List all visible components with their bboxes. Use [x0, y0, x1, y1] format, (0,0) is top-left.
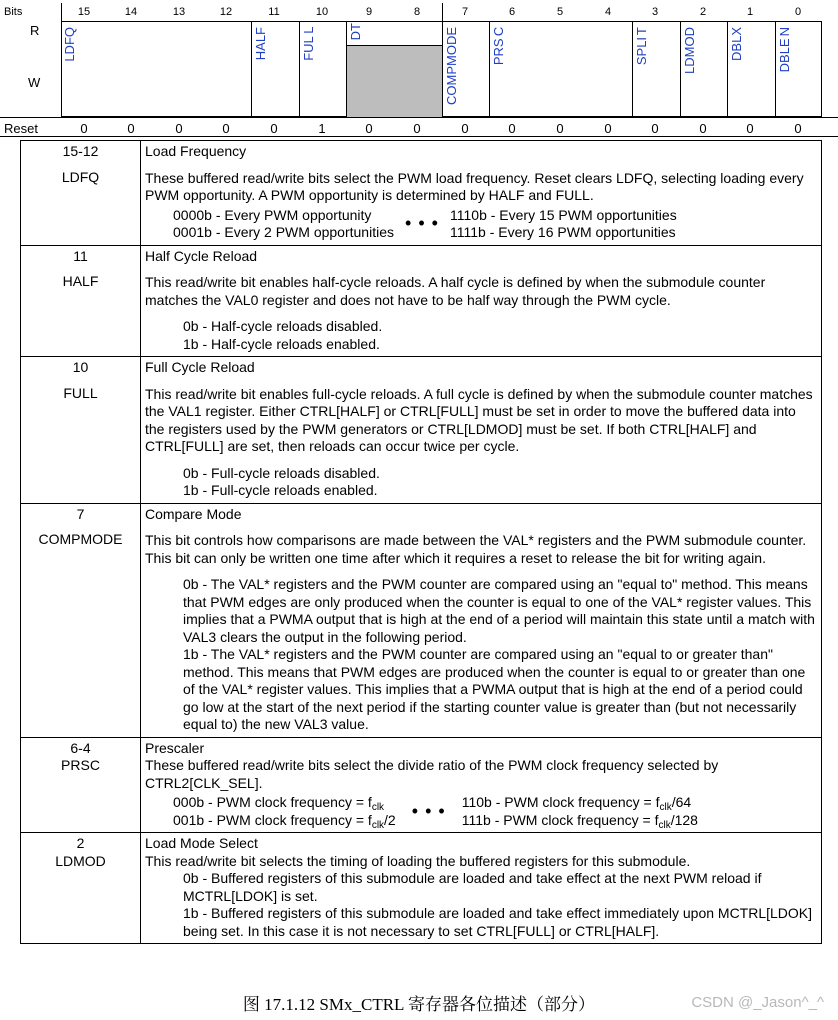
field-compmode [442, 21, 489, 117]
reset-divider [0, 117, 838, 118]
field-label-half: HALF [253, 27, 268, 61]
field-title: Prescaler [145, 739, 205, 756]
option-text: 001b - PWM clock frequency = f [173, 811, 372, 828]
option-subscript: clk [371, 802, 385, 813]
reset-value: 0 [175, 121, 183, 136]
option-text: 110b - PWM clock frequency = f [461, 794, 660, 810]
field-label-prsc-part1: PRS [491, 38, 506, 66]
field-label-full-part1: FUL [301, 36, 316, 61]
option-list [145, 207, 815, 242]
field-title: Compare Mode [145, 505, 242, 522]
reset-value: 0 [794, 121, 802, 136]
option-item: 0b - Full-cycle reloads disabled. [183, 464, 380, 481]
bit-number: 11 [268, 6, 280, 18]
bit-number: 13 [172, 6, 186, 18]
reset-value: 0 [604, 121, 612, 136]
table-row-full [21, 357, 822, 504]
table-row-compmode [21, 503, 822, 737]
field-label-full-part2: L [301, 27, 316, 35]
field-label-ldfq: LDFQ [62, 27, 77, 62]
field-description: These buffered read/write bits select the PWM load frequency. Reset clears LDFQ, selecting loading every PWM opportunity. A PWM opportunity is determined by HALF and FULL. [145, 169, 804, 203]
field-label-dblen-part1: DBLE [777, 38, 792, 73]
field-title: Full Cycle Reload [145, 359, 255, 375]
table-row-ldfq [21, 141, 822, 246]
option-suffix: /128 [670, 811, 698, 828]
field-description: This read/write bit selects the timing of loading the buffered registers for this submodule. [145, 852, 691, 869]
option-item: 1110b - Every 15 PWM opportunities [450, 206, 677, 223]
table-row-prsc [21, 737, 822, 833]
reset-value: 0 [651, 121, 659, 136]
description-cell [141, 503, 822, 737]
field-description: This read/write bit enables half-cycle reloads. A half cycle is defined by when the submodule counter matches the VAL0 register and does not have to be half way through the PWM cycle. [145, 274, 766, 308]
option-subscript: clk [658, 819, 671, 831]
bit-cell [21, 503, 141, 737]
option-item [173, 812, 396, 830]
field-label-prsc [492, 27, 505, 65]
field-split [632, 21, 680, 117]
field-title: Load Frequency [145, 143, 247, 159]
option-item: 1111b - Every 16 PWM opportunities [450, 224, 676, 240]
bit-number: 9 [365, 6, 373, 18]
option-column-left [173, 207, 394, 242]
option-list [145, 794, 815, 829]
option-item [462, 794, 698, 812]
bit-cell [21, 245, 141, 357]
bit-range: 7 [76, 505, 85, 522]
reset-value: 0 [365, 121, 373, 136]
bit-range: 2 [76, 835, 85, 851]
ellipsis-dots: • • • [405, 213, 439, 234]
read-row-label: R [30, 23, 40, 38]
reset-value: 0 [461, 121, 469, 136]
bit-range: 15-12 [62, 143, 99, 159]
bit-number: 0 [794, 6, 802, 18]
figure-caption: 图 17.1.12 SMx_CTRL 寄存器各位描述（部分） [242, 995, 596, 1014]
bit-range: 6-4 [70, 739, 91, 756]
field-label-dblen-part2: N [777, 27, 792, 37]
bit-number: 14 [124, 6, 138, 18]
table-row-half [21, 245, 822, 357]
field-label-prsc-part2: C [491, 27, 506, 37]
field-name: LDMOD [55, 852, 106, 869]
option-item: 1b - The VAL* registers and the PWM counter are compared using an "equal to or greater than" method. This means that PWM edges are produced when the counter is equal to or greater than one of the VAL* register values. This implies that a PWMA output that is high at the end of a period could go low at the start of the next period if the starting counter value is greater than (but not necessarily equal to) the new VAL3 value. [183, 646, 806, 732]
option-item: 0000b - Every PWM opportunity [173, 206, 372, 223]
reset-row-label: Reset [4, 121, 38, 136]
reset-value: 0 [556, 121, 564, 136]
bit-number: 12 [219, 6, 233, 18]
reset-value: 0 [80, 121, 88, 136]
field-label-dt: DT [348, 23, 363, 41]
bit-cell [21, 833, 141, 944]
field-name: LDFQ [61, 168, 100, 185]
field-label-split-part2: T [634, 27, 649, 35]
reset-value: 0 [699, 121, 707, 136]
bit-range: 11 [73, 247, 88, 264]
description-cell [141, 833, 822, 944]
field-name: COMPMODE [38, 531, 123, 547]
option-item: 0b - Half-cycle reloads disabled. [183, 318, 383, 334]
description-cell [141, 141, 822, 246]
field-label-dblen [778, 27, 791, 72]
field-description: These buffered read/write bits select the divide ratio of the PWM clock frequency selected by CTRL2[CLK_SEL]. [145, 757, 719, 791]
watermark: CSDN @_Jason^_^ [691, 994, 824, 1011]
option-text: 111b - PWM clock frequency = f [461, 811, 659, 828]
field-label-split [635, 27, 648, 65]
description-cell [141, 737, 822, 833]
field-label-dblx: DBLX [729, 27, 744, 61]
bit-number: 4 [604, 6, 612, 18]
bit-number: 7 [461, 6, 469, 18]
ellipsis-dots: • • • [411, 800, 446, 821]
table-row-ldmod [21, 833, 822, 944]
option-item [173, 794, 396, 812]
bit-number: 6 [508, 6, 516, 18]
option-item [462, 812, 698, 830]
bit-number: 10 [315, 6, 329, 18]
field-dt [346, 21, 442, 117]
bit-number: 1 [746, 6, 754, 18]
option-subscript: clk [659, 802, 672, 813]
field-name: FULL [63, 384, 98, 401]
field-name: HALF [62, 273, 99, 289]
field-dblen [775, 21, 822, 117]
reset-value: 0 [127, 121, 135, 136]
option-item: 1b - Full-cycle reloads enabled. [183, 482, 378, 498]
write-row-label: W [28, 75, 41, 90]
field-ldmod [680, 21, 727, 117]
field-title: Half Cycle Reload [145, 247, 258, 264]
reset-value: 0 [746, 121, 754, 136]
description-cell [141, 357, 822, 504]
reset-value: 0 [508, 121, 516, 136]
option-suffix: /2 [384, 811, 396, 828]
reset-value: 0 [413, 121, 421, 136]
option-item: 1b - Half-cycle reloads enabled. [183, 335, 380, 352]
option-item: 0001b - Every 2 PWM opportunities [173, 224, 394, 240]
bits-label: Bits [4, 6, 23, 18]
register-bit-map [0, 0, 838, 137]
option-column-left [173, 794, 396, 829]
option-column-right [462, 794, 698, 829]
option-column-right [450, 207, 677, 242]
bit-number: 5 [556, 6, 564, 18]
bits-divider [61, 3, 62, 21]
bit-number: 3 [651, 6, 659, 18]
field-dt-reserved-shade [347, 45, 443, 118]
field-label-ldmod: LDMOD [682, 27, 697, 74]
reset-value: 0 [222, 121, 230, 136]
bit-cell [21, 357, 141, 504]
bit-range: 10 [72, 359, 89, 375]
option-subscript: clk [371, 819, 385, 831]
option-suffix: /64 [671, 794, 692, 810]
field-full [299, 21, 346, 117]
field-description: This read/write bit enables full-cycle reloads. A full cycle is defined by when the submodule counter matches the VAL1 register. Either CTRL[HALF] or CTRL[FULL] must be set in order to move the buffered data into the registers used by the PWM generators or CTRL[LDMOD] must be set. If both CTRL[HALF] and CTRL[FULL] are set, then reloads can occur twice per cycle. [145, 385, 813, 454]
bit-cell [21, 737, 141, 833]
bits-divider [442, 3, 443, 21]
bit-cell [21, 141, 141, 246]
option-item: 0b - The VAL* registers and the PWM counter are compared using an "equal to" method. This means that PWM edges are only produced when the counter is equal to one of the VAL* register values. This implies that a PWMA output that is high at the end of a period will maintain this state until a match with VAL3 clears the output in the following period. [183, 576, 815, 645]
field-prsc [489, 21, 632, 117]
reset-value: 0 [270, 121, 278, 136]
field-label-split-part1: SPLI [634, 36, 649, 66]
field-half [251, 21, 299, 117]
field-name: PRSC [61, 757, 100, 773]
field-description: This bit controls how comparisons are made between the VAL* registers and the PWM submodule counter. This bit can only be written one time after which it requires a reset to release the bit for writing again. [145, 532, 807, 566]
description-cell [141, 245, 822, 357]
option-item: 0b - Buffered registers of this submodule are loaded and take effect at the next PWM reload if MCTRL[LDOK] is set. [183, 870, 762, 904]
field-description-table [20, 140, 822, 944]
field-dblx [727, 21, 775, 117]
reset-divider-bottom [0, 136, 838, 137]
reset-value: 1 [318, 121, 326, 136]
bit-number: 2 [699, 6, 707, 18]
field-title: Load Mode Select [145, 835, 258, 851]
field-ldfq [61, 21, 251, 117]
option-text: 000b - PWM clock frequency = f [173, 794, 372, 810]
field-label-compmode: COMPMODE [444, 27, 459, 105]
option-item: 1b - Buffered registers of this submodule are loaded and take effect immediately upon MCTRL[LDOK] being set. In this case it is not necessary to set CTRL[FULL] or CTRL[HALF]. [183, 905, 813, 939]
bit-number: 8 [413, 6, 421, 18]
field-label-full [302, 27, 315, 61]
bit-number: 15 [77, 6, 91, 18]
